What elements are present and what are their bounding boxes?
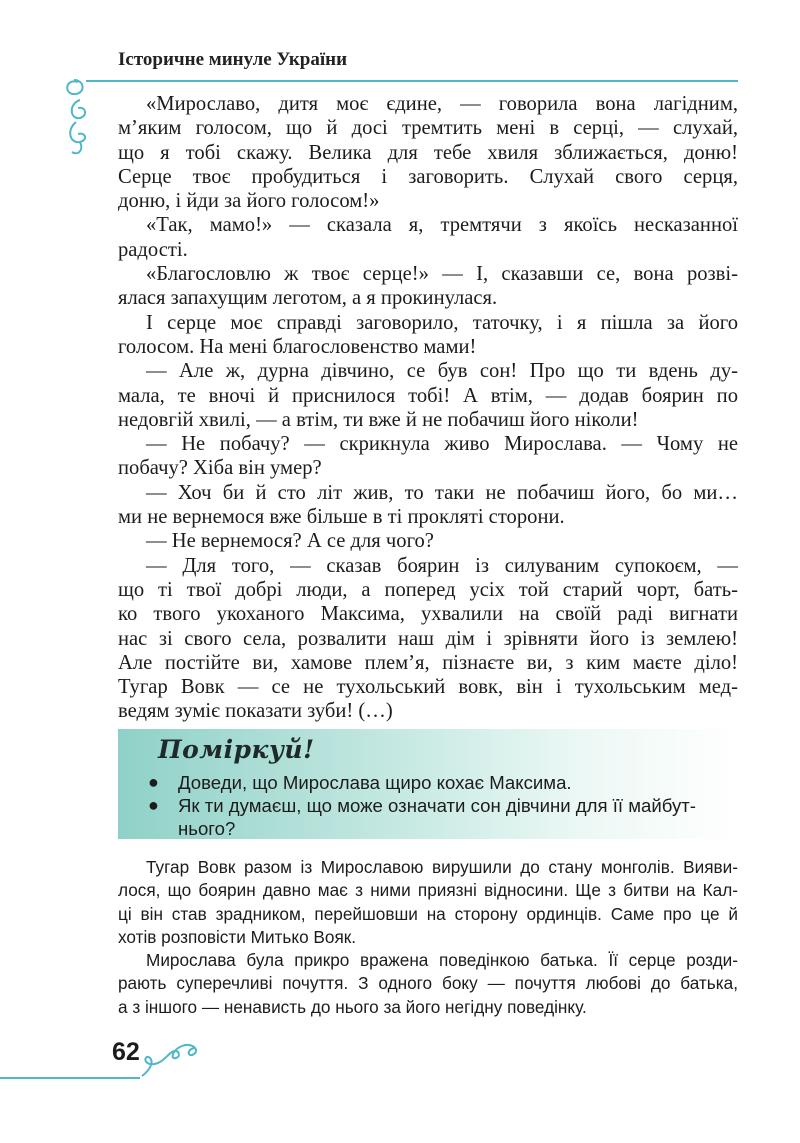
bullet-icon: ● [148,772,159,792]
story-line: ко твого укоханого Максима, ухвалили на своїй раді вигнати [118,603,738,626]
story-line: м’яким голосом, що й досі тремтить мені в серці, — слухай, [118,117,738,140]
footer-rule [0,1077,140,1079]
decorative-swirl-icon [140,1040,210,1080]
story-line: «Мирославо, дитя моє єдине, — говорила вона лагідним, [146,93,738,115]
story-line: ялася запахущим леготом, а я прокинулася. [118,287,498,310]
story-line: Тугар Вовк — се не тухольський вовк, він і тухольським мед- [118,676,738,699]
story-line: «Так, мамо!» — сказала я, тремтячи з якоїсь несказанної [146,214,738,237]
summary-line: лося, що боярин давно має з ними приязні відносини. Ще з битви на Кал- [118,880,738,901]
bullet-icon: ● [148,795,159,815]
story-line: — Не побачу? — скрикнула живо Мирослава. — Чому не [146,433,738,456]
header-rule [86,80,738,82]
story-line: побачу? Хіба він умер? [118,457,322,480]
running-title: Історичне минуле України [118,49,348,70]
list-item [146,794,721,840]
page-number: 62 [112,1038,140,1066]
story-line: — Для того, — сказав боярин із силуваним супокоєм, — [146,554,738,577]
story-line: Але постійте ви, хамове плем’я, пізнаєте ви, з ким маєте діло! [118,651,738,674]
decorative-swirl-icon [58,70,98,160]
list-item-text: Доведи, що Мирослава щиро кохає Максима. [178,772,572,793]
summary-line: рають суперечливі почуття. З одного боку — почуття любові до батька, [118,973,738,994]
story-line: ведям зуміє показати зуби! (…) [118,700,393,723]
list-item-text: Як ти думаєш, що може означати сон дівчини для її майбут-нього? [178,795,696,839]
story-line: що ті твої добрі люди, а поперед усіх той старий чорт, бать- [118,578,738,601]
summary-line: Тугар Вовк разом із Мирославою вирушили до стану монголів. Вияви- [146,857,738,877]
story-line: — Але ж, дурна дівчино, се був сон! Про що ти вдень ду- [146,360,738,383]
story-line: голосом. На мені благословенство мами! [118,335,477,358]
story-line: — Не вернемося? А се для чого? [146,530,434,553]
story-line: — Хоч би й сто літ жив, то таки не побачиш його, бо ми… [146,481,738,504]
story-line: «Благословлю ж твоє серце!» — І, сказавши се, вона розві- [146,263,738,286]
story-line: недовгій хвилі, — а втім, ти вже й не побачиш його ніколи! [118,408,639,431]
story-line: доню, і йди за його голосом!» [118,190,380,213]
story-line: радості. [118,238,188,261]
think-list [146,771,721,840]
summary-line: Мирослава була прикро вражена поведінкою батька. Її серце розди- [146,950,738,971]
story-line: мала, те вночі й приснилося тобі! А втім, — додав боярин по [118,384,738,407]
think-title: Поміркуй! [158,735,315,764]
list-item [146,771,721,794]
summary-line: а з іншого — ненависть до нього за його негідну поведінку. [118,996,587,1017]
story-text [118,92,738,724]
story-line: нас зі свого села, розвалити наш дім і зрівняти його із землею! [118,627,738,650]
story-line: Серце твоє пробудиться і заговорить. Слухай свого серця, [118,165,738,188]
think-box [118,729,738,839]
story-line: що я тобі скажу. Велика для тебе хвиля зближається, доню! [118,141,738,164]
story-line: ми не вернемося вже більше в ті прокляті сторони. [118,506,565,529]
story-line: І серце моє справді заговорило, таточку, і я пішла за його [146,311,738,334]
summary-line: ці він став зрадником, перейшовши на сторону ординців. Саме про це й [118,903,738,924]
summary-text [118,856,738,1019]
summary-line: хотів розповісти Митько Вояк. [118,926,357,947]
